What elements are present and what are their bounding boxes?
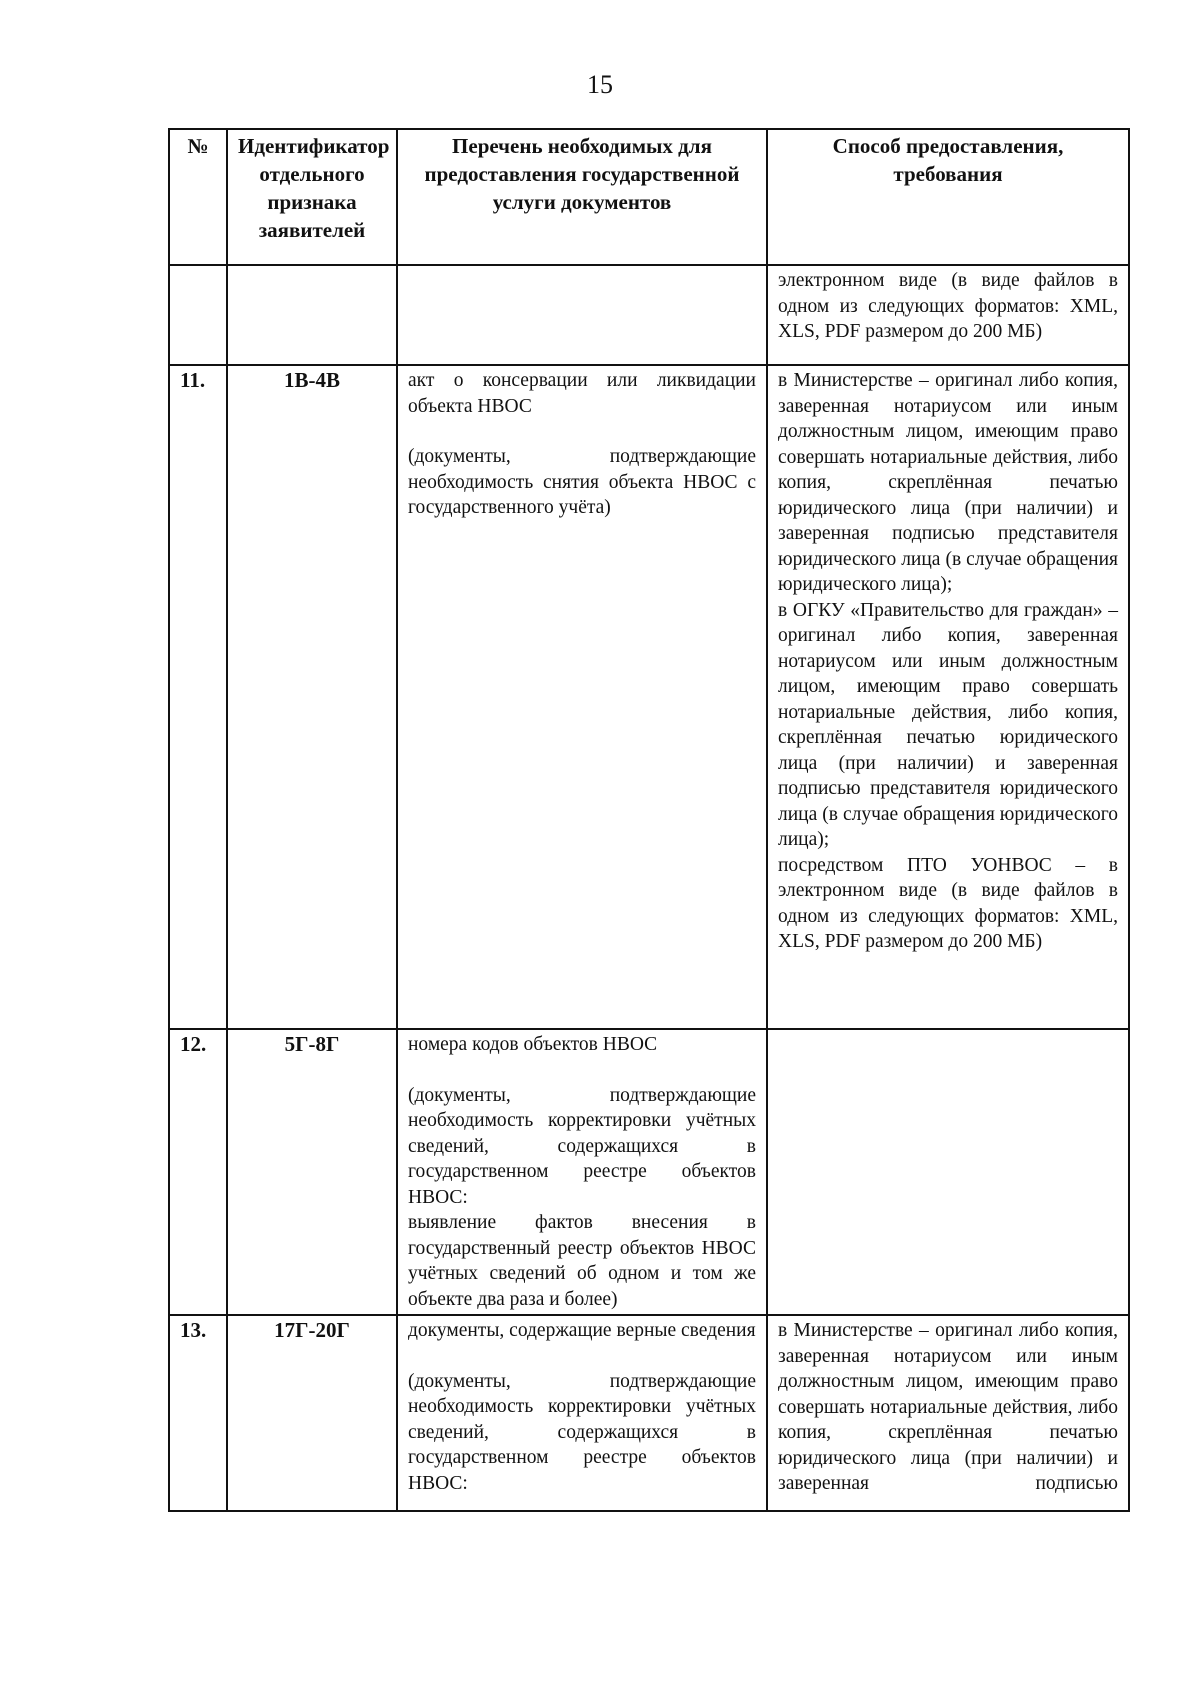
row-identifier: 5Г-8Г bbox=[227, 1029, 397, 1315]
document-title: документы, содержащие верные сведения bbox=[408, 1320, 756, 1341]
method-ogku: в ОГКУ «Правительство для граждан» – оригинал либо копия, заверенная нотариусом или иным должностным лицом, имеющим право совершать нотариальные действия, либо копия, скреплённая печатью юридического лица (при наличии) и заверенная подписью представителя юридического лица (в случае обращения юридического лица); bbox=[778, 599, 1118, 850]
row-method bbox=[767, 365, 1129, 1029]
cell-documents bbox=[397, 265, 767, 365]
cell-num bbox=[169, 265, 227, 365]
header-method: Способ предоставления, требования bbox=[767, 129, 1129, 265]
table-row bbox=[169, 1029, 1129, 1315]
document-note-detail: выявление фактов внесения в государственный реестр объектов НВОС учётных сведений об одном и том же объекте два раза и более) bbox=[408, 1212, 756, 1310]
row-number: 13. bbox=[169, 1315, 227, 1511]
document-note: (документы, подтверждающие необходимость корректировки учётных сведений, содержащихся в государственном реестре объектов НВОС: bbox=[408, 1084, 756, 1208]
row-number: 12. bbox=[169, 1029, 227, 1315]
document-title: номера кодов объектов НВОС bbox=[408, 1034, 658, 1055]
document-note: (документы, подтверждающие необходимость корректировки учётных сведений, содержащихся в государственном реестре объектов НВОС: bbox=[408, 1370, 756, 1494]
table-row bbox=[169, 365, 1129, 1029]
header-documents: Перечень необходимых для предоставления государственной услуги документов bbox=[397, 129, 767, 265]
documents-table bbox=[168, 128, 1130, 1512]
row-identifier: 1В-4В bbox=[227, 365, 397, 1029]
header-identifier: Идентификатор отдельного признака заявителей bbox=[227, 129, 397, 265]
row-documents bbox=[397, 1029, 767, 1315]
document-title: акт о консервации или ликвидации объекта НВОС bbox=[408, 370, 756, 417]
method-ministry: в Министерстве – оригинал либо копия, заверенная нотариусом или иным должностным лицом, имеющим право совершать нотариальные действия, либо копия, скреплённая печатью юридического лица (при наличии) и заверенная подписью представителя юридического лица (в случае обращения юридического лица); bbox=[778, 370, 1118, 595]
table-row-continuation bbox=[169, 265, 1129, 365]
row-identifier: 17Г-20Г bbox=[227, 1315, 397, 1511]
cell-identifier bbox=[227, 265, 397, 365]
row-method-empty bbox=[767, 1029, 1129, 1315]
table-header-row bbox=[169, 129, 1129, 265]
row-number: 11. bbox=[169, 365, 227, 1029]
table-row bbox=[169, 1315, 1129, 1511]
header-num: № bbox=[169, 129, 227, 265]
method-pto: посредством ПТО УОНВОС – в электронном виде (в виде файлов в одном из следующих форматов: XML, XLS, PDF размером до 200 МБ) bbox=[778, 854, 1118, 952]
method-text: электронном виде (в виде файлов в одном из следующих форматов: XML, XLS, PDF размером до 200 МБ) bbox=[778, 270, 1118, 342]
row-documents bbox=[397, 1315, 767, 1511]
page-number: 15 bbox=[587, 70, 613, 99]
cell-method bbox=[767, 265, 1129, 365]
row-documents bbox=[397, 365, 767, 1029]
document-note: (документы, подтверждающие необходимость снятия объекта НВОС с государственного учёта) bbox=[408, 446, 756, 518]
row-method bbox=[767, 1315, 1129, 1511]
method-ministry: в Министерстве – оригинал либо копия, заверенная нотариусом или иным должностным лицом, имеющим право совершать нотариальные действия, либо копия, скреплённая печатью юридического лица (при наличии) и заверенная подписью bbox=[778, 1320, 1118, 1494]
